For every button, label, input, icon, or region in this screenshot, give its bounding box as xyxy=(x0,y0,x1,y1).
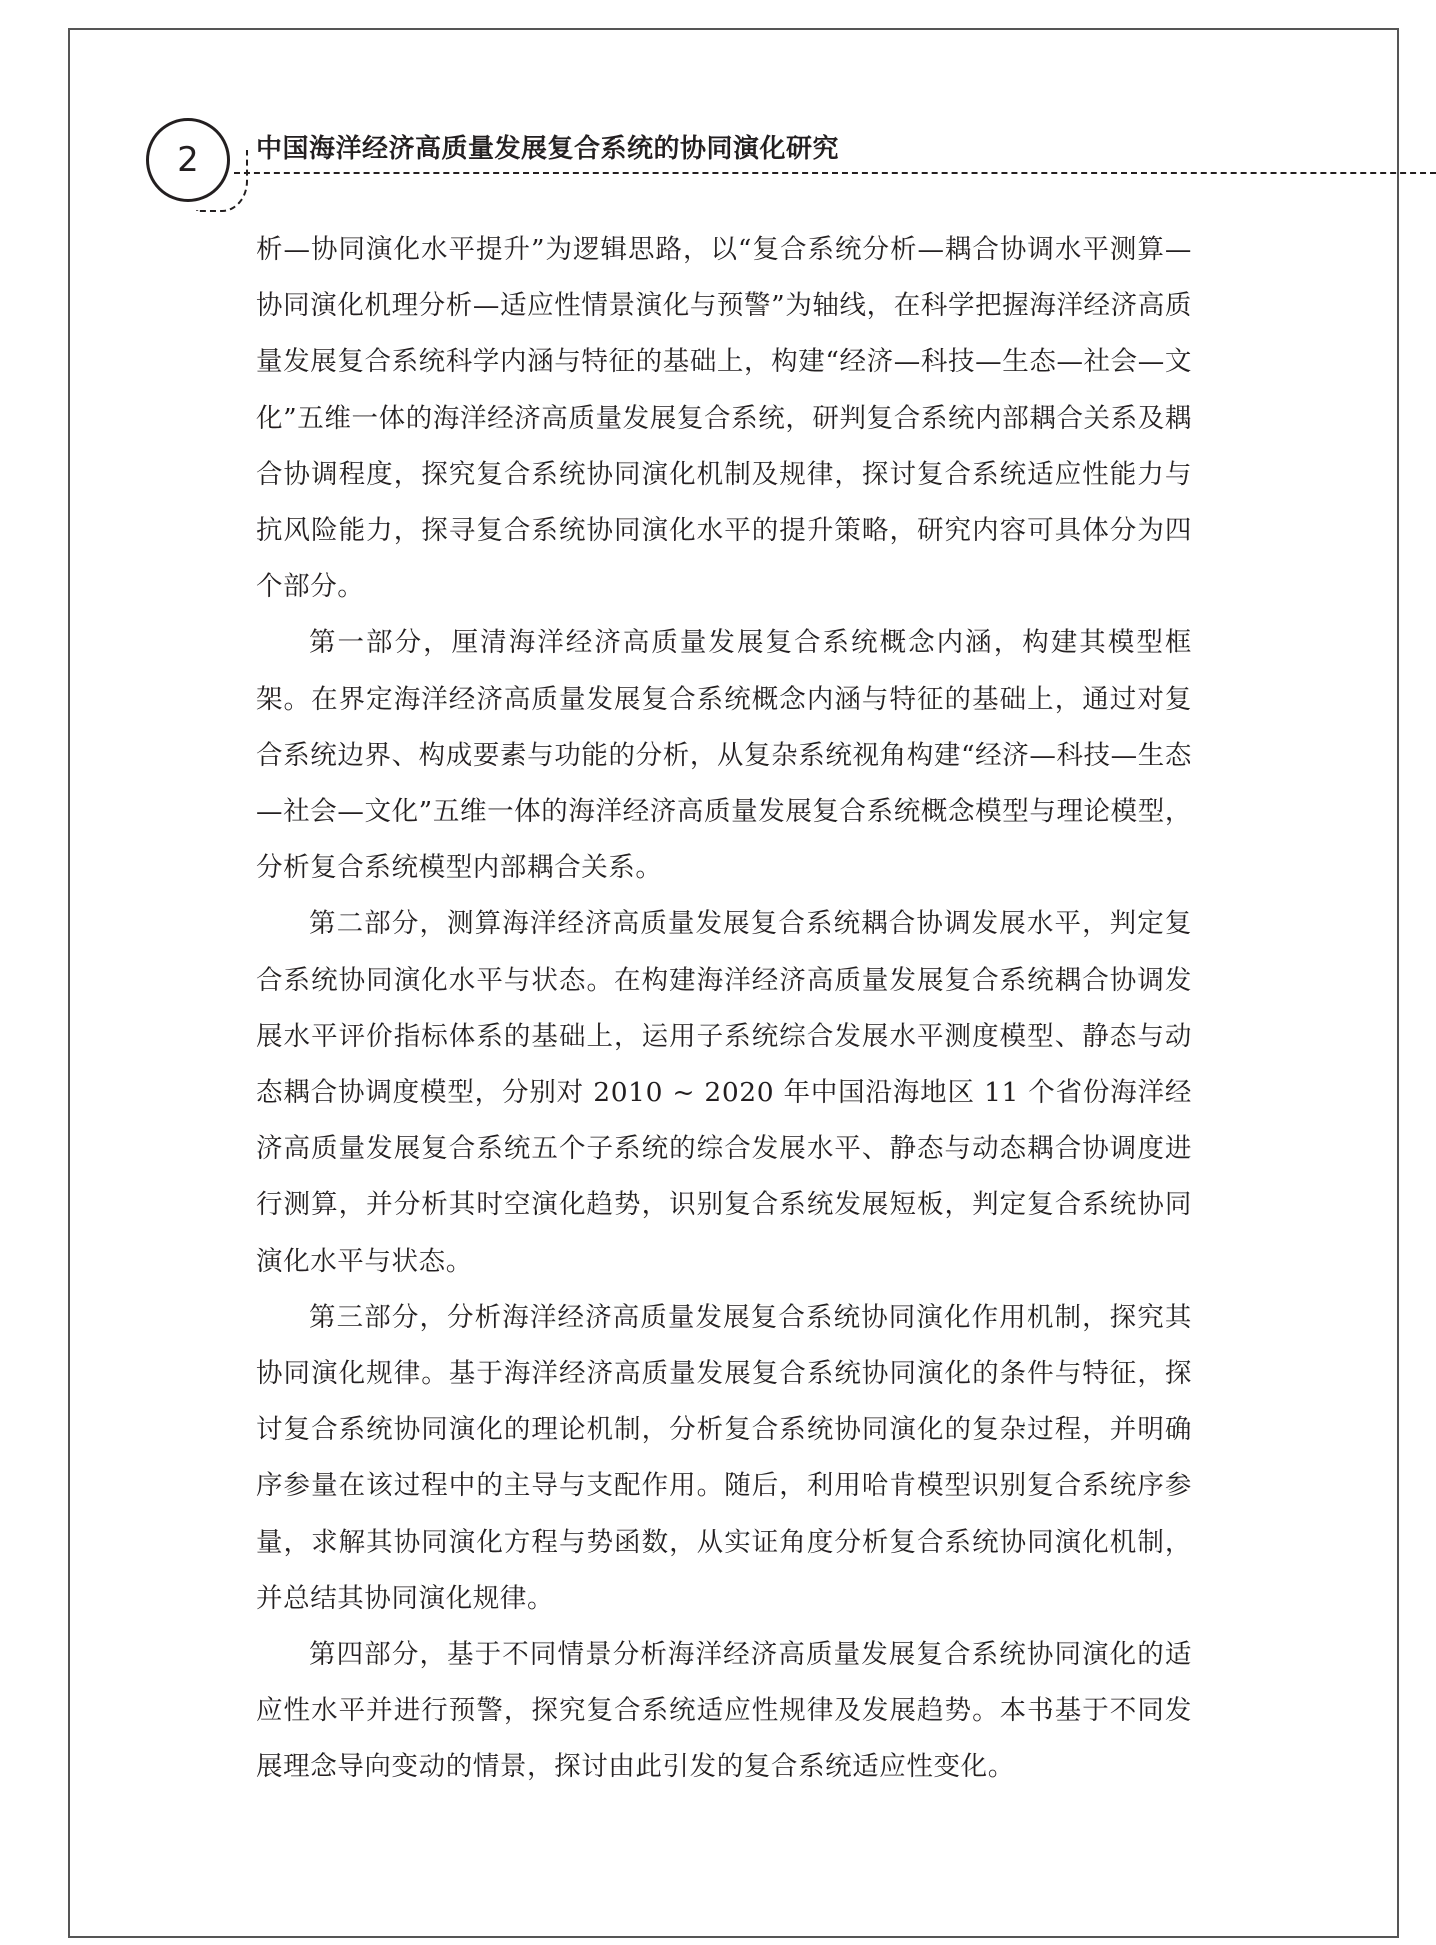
page-number: 2 xyxy=(177,140,199,180)
header-dashed-rule xyxy=(234,172,1436,174)
paragraph-part-four: 第四部分，基于不同情景分析海洋经济高质量发展复合系统协同演化的适应性水平并进行预警，探究复合系统适应性规律及发展趋势。本书基于不同发展理念导向变动的情景，探讨由此引发的复合系统适应性变化。 xyxy=(256,1639,1192,1783)
paragraph-part-two: 第二部分，测算海洋经济高质量发展复合系统耦合协调发展水平，判定复合系统协同演化水平与状态。在构建海洋经济高质量发展复合系统耦合协调发展水平评价指标体系的基础上，运用子系统综合发展水平测度模型、静态与动态耦合协调度模型，分别对 2010 ~ 2020 年中国沿海地区 11 个省份海洋经济高质量发展复合系统五个子系统的综合发展水平、静态与动态耦合协调度进行测算，并分析其时空演化趋势，识别复合系统发展短板，判定复合系统协同演化水平与状态。 xyxy=(256,908,1192,1277)
page-number-badge xyxy=(146,118,230,202)
paragraph-part-three: 第三部分，分析海洋经济高质量发展复合系统协同演化作用机制，探究其协同演化规律。基于海洋经济高质量发展复合系统协同演化的条件与特征，探讨复合系统协同演化的理论机制，分析复合系统协同演化的复杂过程，并明确序参量在该过程中的主导与支配作用。随后，利用哈肯模型识别复合系统序参量，求解其协同演化方程与势函数，从实证角度分析复合系统协同演化机制，并总结其协同演化规律。 xyxy=(256,1301,1192,1614)
running-header xyxy=(0,0,1436,240)
book-title: 中国海洋经济高质量发展复合系统的协同演化研究 xyxy=(256,134,840,164)
body-text xyxy=(256,222,1192,1796)
paragraph-part-one: 第一部分，厘清海洋经济高质量发展复合系统概念内涵，构建其模型框架。在界定海洋经济高质量发展复合系统概念内涵与特征的基础上，通过对复合系统边界、构成要素与功能的分析，从复杂系统视角构建“经济—科技—生态—社会—文化”五维一体的海洋经济高质量发展复合系统概念模型与理论模型，分析复合系统模型内部耦合关系。 xyxy=(256,627,1192,884)
paragraph-intro-continuation: 析—协同演化水平提升”为逻辑思路，以“复合系统分析—耦合协调水平测算—协同演化机理分析—适应性情景演化与预警”为轴线，在科学把握海洋经济高质量发展复合系统科学内涵与特征的基础上，构建“经济—科技—生态—社会—文化”五维一体的海洋经济高质量发展复合系统，研判复合系统内部耦合关系及耦合协调程度，探究复合系统协同演化机制及规律，探讨复合系统适应性能力与抗风险能力，探寻复合系统协同演化水平的提升策略，研究内容可具体分为四个部分。 xyxy=(256,234,1192,603)
